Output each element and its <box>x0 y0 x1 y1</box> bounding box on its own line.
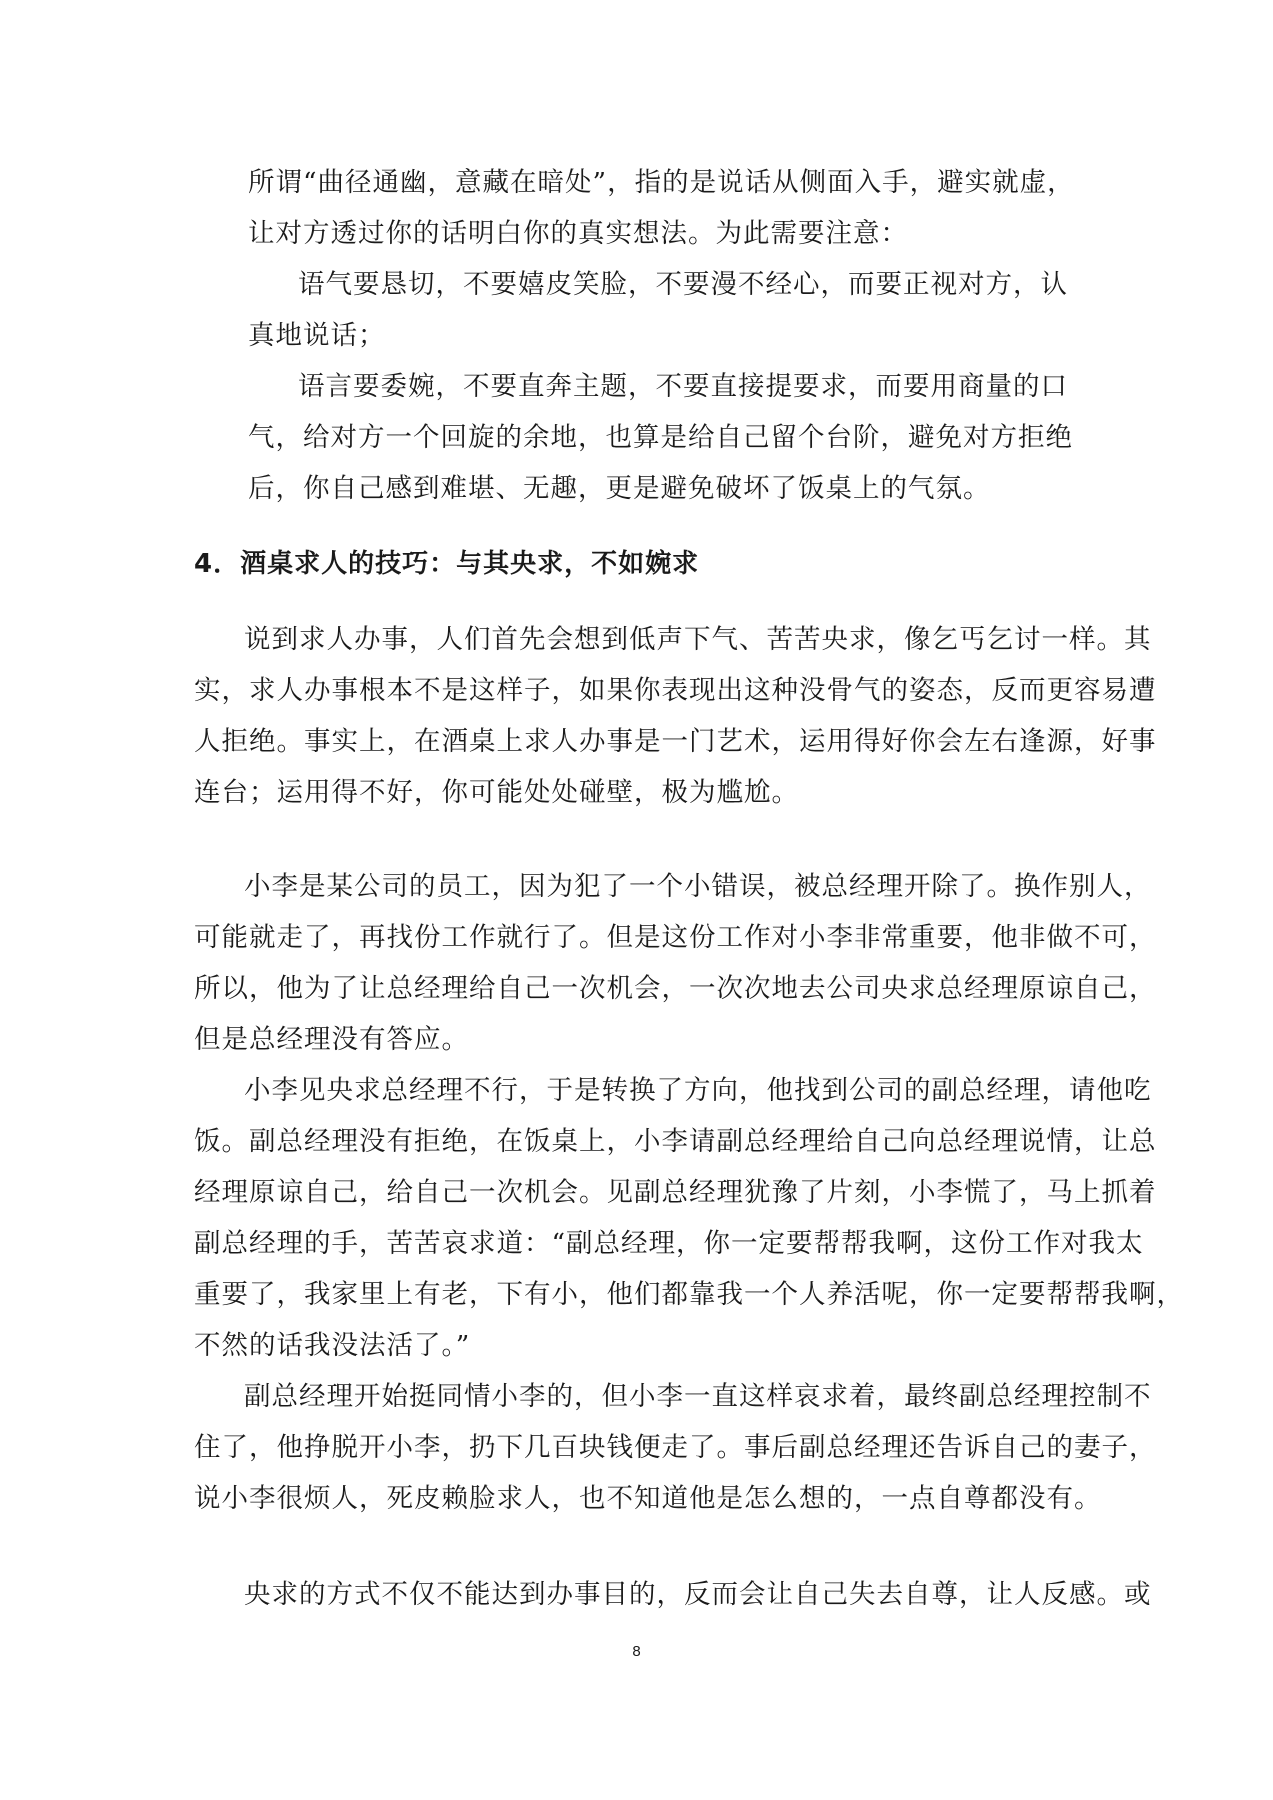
paragraph-line: 真地说话； <box>248 320 386 351</box>
paragraph-line: 可能就走了，再找份工作就行了。但是这份工作对小李非常重要，他非做不可， <box>194 922 1157 953</box>
paragraph-line: 气，给对方一个回旋的余地，也算是给自己留个台阶，避免对方拒绝 <box>248 422 1073 453</box>
paragraph-line: 副总经理的手，苦苦哀求道：“副总经理，你一定要帮帮我啊，这份工作对我太 <box>194 1228 1144 1259</box>
paragraph-line: 说小李很烦人，死皮赖脸求人，也不知道他是怎么想的，一点自尊都没有。 <box>194 1483 1102 1514</box>
paragraph-line: 但是总经理没有答应。 <box>194 1024 469 1055</box>
paragraph-line: 实，求人办事根本不是这样子，如果你表现出这种没骨气的姿态，反而更容易遭 <box>194 675 1157 706</box>
page-number: 8 <box>632 1643 641 1660</box>
paragraph-line: 住了，他挣脱开小李，扔下几百块钱便走了。事后副总经理还告诉自己的妻子， <box>194 1432 1157 1463</box>
paragraph-line: 所以，他为了让总经理给自己一次机会，一次次地去公司央求总经理原谅自己， <box>194 973 1157 1004</box>
paragraph-line: 小李见央求总经理不行，于是转换了方向，他找到公司的副总经理，请他吃 <box>244 1075 1152 1106</box>
paragraph-line: 人拒绝。事实上，在酒桌上求人办事是一门艺术，运用得好你会左右逢源，好事 <box>194 726 1157 757</box>
paragraph-line: 副总经理开始挺同情小李的，但小李一直这样哀求着，最终副总经理控制不 <box>244 1381 1152 1412</box>
section-heading: 4．酒桌求人的技巧：与其央求，不如婉求 <box>194 549 700 579</box>
paragraph-line: 小李是某公司的员工，因为犯了一个小错误，被总经理开除了。换作别人， <box>244 871 1152 902</box>
paragraph-line: 说到求人办事，人们首先会想到低声下气、苦苦央求，像乞丐乞讨一样。其 <box>244 624 1152 655</box>
paragraph-line: 语言要委婉，不要直奔主题，不要直接提要求，而要用商量的口 <box>298 371 1068 402</box>
paragraph-line: 后，你自己感到难堪、无趣，更是避免破坏了饭桌上的气氛。 <box>248 473 991 504</box>
paragraph-line: 连台；运用得不好，你可能处处碰壁，极为尴尬。 <box>194 777 799 808</box>
paragraph-line: 让对方透过你的话明白你的真实想法。为此需要注意： <box>248 218 908 249</box>
paragraph-line: 所谓“曲径通幽，意藏在暗处”，指的是说话从侧面入手，避实就虚， <box>248 167 1075 198</box>
paragraph-line: 经理原谅自己，给自己一次机会。见副总经理犹豫了片刻，小李慌了，马上抓着 <box>194 1177 1157 1208</box>
paragraph-line: 央求的方式不仅不能达到办事目的，反而会让自己失去自尊，让人反感。或 <box>244 1579 1152 1610</box>
paragraph-line: 饭。副总经理没有拒绝，在饭桌上，小李请副总经理给自己向总经理说情，让总 <box>194 1126 1157 1157</box>
paragraph-line: 不然的话我没法活了。” <box>194 1330 471 1361</box>
paragraph-line: 重要了，我家里上有老，下有小，他们都靠我一个人养活呢，你一定要帮帮我啊， <box>194 1279 1184 1310</box>
paragraph-line: 语气要恳切，不要嬉皮笑脸，不要漫不经心，而要正视对方，认 <box>298 269 1068 300</box>
